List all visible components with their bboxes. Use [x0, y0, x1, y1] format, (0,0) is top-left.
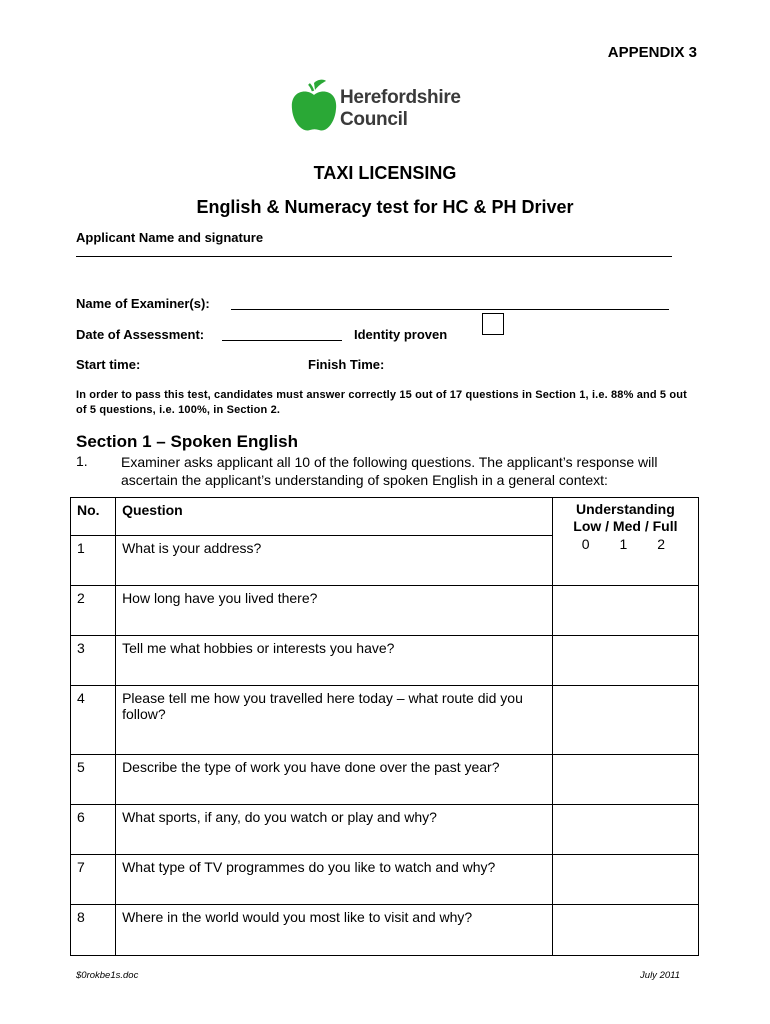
- table-row: [71, 855, 699, 905]
- row-question: How long have you lived there?: [116, 586, 553, 636]
- row-question: Please tell me how you travelled here today – what route did you follow?: [116, 686, 553, 755]
- understanding-label: Understanding: [575, 501, 675, 517]
- row-understanding-score[interactable]: [552, 586, 698, 636]
- identity-label: Identity proven: [354, 327, 448, 342]
- row-question: Describe the type of work you have done over the past year?: [116, 755, 553, 805]
- date-line[interactable]: [222, 327, 342, 341]
- row-number: 6: [71, 805, 116, 855]
- appendix-label: APPENDIX 3: [607, 44, 697, 61]
- table-row: [71, 686, 699, 755]
- applicant-line[interactable]: [76, 256, 672, 257]
- row-number: 1: [71, 536, 116, 586]
- row-understanding-score[interactable]: [552, 536, 698, 586]
- council-logo: [288, 79, 493, 135]
- row-number: 3: [71, 636, 116, 686]
- row-number: 4: [71, 686, 116, 755]
- score-option-2[interactable]: 2: [657, 535, 666, 552]
- score-scale: [553, 536, 698, 552]
- row-question: Where in the world would you most like to visit and why?: [116, 905, 553, 956]
- page-subtitle: English & Numeracy test for HC & PH Driver: [196, 197, 574, 217]
- table-row: [71, 805, 699, 855]
- row-number: 7: [71, 855, 116, 905]
- finish-time-label: Finish Time:: [308, 357, 385, 372]
- examiner-line[interactable]: [231, 296, 669, 310]
- row-understanding-score[interactable]: [552, 905, 698, 956]
- row-question: What is your address?: [116, 536, 553, 586]
- score-option-0[interactable]: 0: [581, 535, 590, 552]
- applicant-label: Applicant Name and signature: [76, 230, 264, 245]
- pass-criteria-note: In order to pass this test, candidates must answer correctly 15 out of 17 questions in Section 1, i.e. 88% and 5 out of 5 questions, i.e. 100%, in Section 2.: [76, 389, 687, 416]
- row-understanding-score[interactable]: [552, 686, 698, 755]
- header-question: Question: [116, 498, 553, 536]
- footer-date: July 2011: [640, 970, 680, 981]
- paragraph-text: Examiner asks applicant all 10 of the following questions. The applicant’s response will ascertain the applicant’s understanding of spoken English in a general context:: [121, 454, 658, 488]
- logo-line-2: Council: [340, 109, 408, 130]
- table-row: [71, 755, 699, 805]
- section-heading: Section 1 – Spoken English: [76, 432, 298, 451]
- paragraph-number: 1.: [76, 453, 88, 469]
- page-title: TAXI LICENSING: [313, 163, 457, 183]
- logo-line-1: Herefordshire: [340, 87, 461, 108]
- table-row: [71, 636, 699, 686]
- row-number: 8: [71, 905, 116, 956]
- questions-table: [70, 497, 699, 956]
- row-understanding-score[interactable]: [552, 636, 698, 686]
- apple-icon: [288, 79, 340, 135]
- table-row: [71, 586, 699, 636]
- row-number: 2: [71, 586, 116, 636]
- row-understanding-score[interactable]: [552, 805, 698, 855]
- start-time-label: Start time:: [76, 357, 141, 372]
- scale-label: Low / Med / Full: [573, 518, 678, 534]
- row-question: Tell me what hobbies or interests you have?: [116, 636, 553, 686]
- table-row: [71, 905, 699, 956]
- score-option-1[interactable]: 1: [619, 535, 628, 552]
- footer-filename: $0rokbe1s.doc: [76, 970, 139, 981]
- identity-checkbox[interactable]: [482, 313, 504, 335]
- table-header-row: [71, 498, 699, 536]
- examiner-label: Name of Examiner(s):: [76, 296, 210, 311]
- date-label: Date of Assessment:: [76, 327, 205, 342]
- table-row: [71, 536, 699, 586]
- row-question: What type of TV programmes do you like to watch and why?: [116, 855, 553, 905]
- row-understanding-score[interactable]: [552, 855, 698, 905]
- row-question: What sports, if any, do you watch or play and why?: [116, 805, 553, 855]
- row-number: 5: [71, 755, 116, 805]
- header-no: No.: [71, 498, 116, 536]
- header-understanding: [552, 498, 698, 536]
- row-understanding-score[interactable]: [552, 755, 698, 805]
